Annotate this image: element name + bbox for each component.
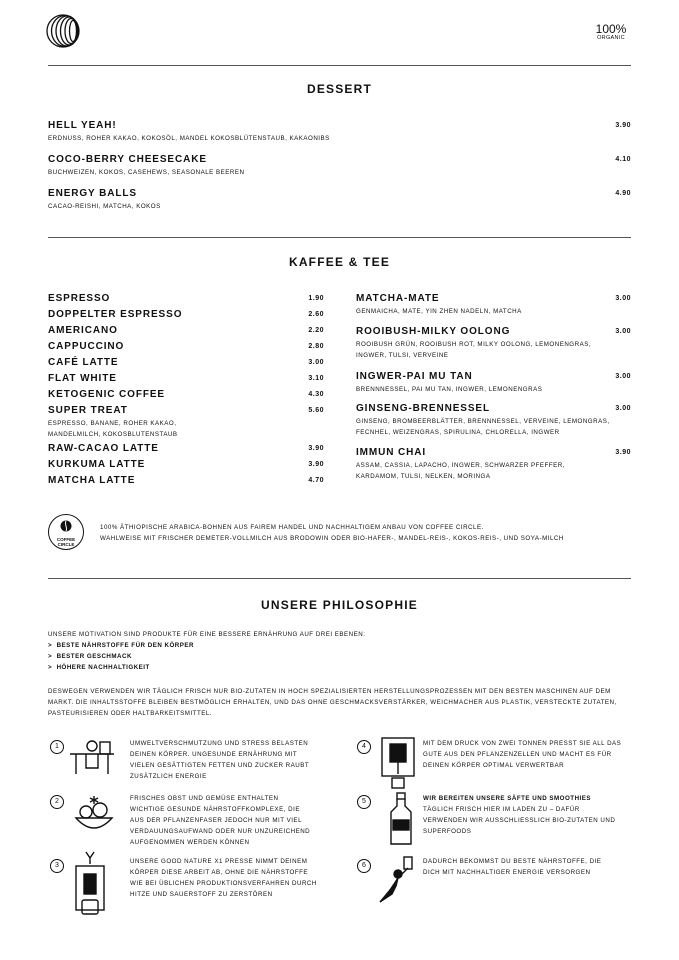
step-line: AUS DER PFLANZENFASER JEDOCH NUR MIT VIEL	[130, 817, 303, 824]
item-description: BUCHWEIZEN, KOKOS, CASEHEWS, SEASONALE BEEREN	[48, 169, 245, 176]
menu-item	[48, 120, 631, 144]
section-title-kaffee: KAFFEE & TEE	[288, 255, 391, 269]
item-description: CACAO-REISHI, MATCHA, KOKOS	[48, 203, 161, 210]
item-description: ROOIBUSH GRÜN, ROOIBUSH ROT, MILKY OOLONG, LEMONENGRAS, INGWER, TULSI, VERVEINE	[356, 341, 592, 359]
step-number: 1	[50, 740, 64, 754]
brand-logo	[46, 14, 80, 48]
item-name: GINSENG-BRENNESSEL	[356, 403, 490, 414]
item-name: KURKUMA LATTE	[48, 459, 146, 470]
item-price: 4.70	[308, 477, 324, 484]
item-name: MATCHA LATTE	[48, 475, 136, 486]
divider	[48, 65, 631, 66]
step-line: DEINEN KÖRPER OPTIMAL VERWERTBAR	[423, 762, 565, 769]
menu-item	[48, 154, 631, 178]
tea-list	[356, 293, 631, 483]
section-title-philosophie: UNSERE PHILOSOPHIE	[261, 598, 418, 612]
philosophie-paragraph-line: MARKT. DIE INHALTSSTOFFE BLEIBEN BESTMÖGLICH ERHALTEN, UND DAS OHNE GESCHMACKSVERSTÄRKER, WEICHMACHER AUS PLASTIK, VERSTECKTE ZUTATEN,	[48, 699, 617, 706]
step-number: 3	[50, 859, 64, 873]
menu-item	[48, 341, 324, 357]
step-line: AUFGENOMMEN WERDEN KÖNNEN	[130, 839, 250, 846]
menu-item	[48, 389, 324, 405]
step-number: 2	[50, 795, 64, 809]
item-price: 3.90	[615, 449, 631, 456]
item-name: RAW-CACAO LATTE	[48, 443, 159, 454]
bullet-text: HÖHERE NACHHALTIGKEIT	[56, 664, 150, 671]
step-line: WIE BEI ÜBLICHEN PRODUKTIONSVERFAHREN DURCH	[130, 880, 317, 887]
item-name: AMERICANO	[48, 325, 118, 336]
step-line: MIT DEM DRUCK VON ZWEI TONNEN PRESST SIE ALL DAS	[423, 740, 622, 747]
item-name: SUPER TREAT	[48, 405, 128, 416]
bullet-item: > BESTER GESCHMACK	[48, 653, 132, 660]
item-description: ASSAM, CASSIA, LAPACHO, INGWER, SCHWARZER PFEFFER, KARDAMOM, TULSI, NELKEN, MORINGA	[356, 462, 565, 480]
step-number: 5	[357, 795, 371, 809]
item-price: 2.20	[308, 327, 324, 334]
bullet-text: BESTER GESCHMACK	[56, 653, 132, 660]
divider	[48, 237, 631, 238]
step-line: WICHTIGE GESUNDE NÄHRSTOFFKOMPLEXE, DIE	[130, 806, 300, 813]
philosophie-paragraph-line: PASTEURISIEREN ODER HALTBARKEITSMITTEL.	[48, 710, 213, 717]
step-line: WIR BEREITEN UNSERE SÄFTE UND SMOOTHIES	[423, 795, 592, 802]
philosophie-paragraph-line: DESWEGEN VERWENDEN WIR TÄGLICH FRISCH NUR BIO-ZUTATEN IN HOCH SPEZIALISIERTEN HERSTELLUNGSPROZESSEN MIT DEN BESTEN MASCHINEN AUF DEM	[48, 688, 611, 695]
step-line: VERWENDEN WIR AUSSCHLIESSLICH BIO-ZUTATEN UND	[423, 817, 616, 824]
organic-badge	[591, 23, 631, 41]
step-line: SUPERFOODS	[423, 828, 472, 835]
menu-item	[48, 188, 631, 212]
coffee-list	[48, 293, 324, 491]
item-description: GENMAICHA, MATE, YIN ZHEN NADELN, MATCHA	[356, 308, 522, 315]
item-price: 1.90	[308, 295, 324, 302]
item-price: 3.00	[615, 295, 631, 302]
item-name: CAFÉ LATTE	[48, 357, 119, 368]
item-name: ESPRESSO	[48, 293, 111, 304]
item-name: ENERGY BALLS	[48, 188, 137, 199]
step-line: DADURCH BEKOMMST DU BESTE NÄHRSTOFFE, DIE	[423, 858, 602, 865]
divider	[48, 578, 631, 579]
superhero-illustration	[372, 856, 418, 904]
item-price: 4.30	[308, 391, 324, 398]
menu-item	[48, 293, 324, 309]
item-price: 3.90	[308, 461, 324, 468]
menu-item	[48, 405, 324, 443]
coffee-note-line-2: WAHLWEISE MIT FRISCHER DEMETER-VOLLMILCH AUS BRODOWIN ODER BIO-HAFER-, MANDEL-REIS-, KOKOS-REIS-, UND SOYA-MILCH	[100, 535, 564, 542]
step-line: KÖRPER DIESE ARBEIT AB, OHNE DIE NÄHRSTOFFE	[130, 869, 309, 876]
bullet-text: BESTE NÄHRSTOFFE FÜR DEN KÖRPER	[56, 642, 194, 649]
item-price: 3.10	[308, 375, 324, 382]
item-name: ROOIBUSH-MILKY OOLONG	[356, 326, 511, 337]
step-line: HITZE UND SAUERSTOFF ZU ZERSTÖREN	[130, 891, 273, 898]
menu-item	[356, 293, 631, 326]
organic-badge-percent: 100%	[595, 22, 627, 36]
step-line: UMWELTVERSCHMUTZUNG UND STRESS BELASTEN	[130, 740, 309, 747]
item-price: 3.00	[308, 359, 324, 366]
item-name: HELL YEAH!	[48, 120, 117, 131]
menu-item	[48, 357, 324, 373]
section-title-dessert: DESSERT	[306, 82, 373, 96]
step-text	[423, 738, 621, 771]
item-price: 3.00	[615, 405, 631, 412]
menu-item	[48, 443, 324, 459]
menu-item	[356, 447, 631, 483]
step-line: VERDAUUNGSAUFWAND ODER NUR UNZUREICHEND	[130, 828, 311, 835]
item-description: ERDNUSS, ROHER KAKAO, KOKOSÖL, MANDEL KOKOSBLÜTENSTAUB, KAKAONIBS	[48, 135, 330, 142]
step-text	[423, 856, 601, 878]
menu-item	[48, 373, 324, 389]
item-description: BRENNNESSEL, PAI MU TAN, INGWER, LEMONENGRAS	[356, 386, 543, 393]
step-line: FRISCHES OBST UND GEMÜSE ENTHALTEN	[130, 795, 279, 802]
coffee-circle-logo	[48, 514, 84, 550]
item-price: 4.10	[615, 156, 631, 163]
press-machine-illustration	[70, 850, 110, 920]
coffee-bean-icon	[60, 520, 72, 532]
menu-item	[356, 326, 631, 371]
menu-item	[48, 459, 324, 475]
item-name: DOPPELTER ESPRESSO	[48, 309, 183, 320]
item-name: IMMUN CHAI	[356, 447, 427, 458]
step-text	[130, 856, 317, 900]
coffee-circle-text: COFFEE CIRCLE	[56, 537, 76, 547]
bullet-item: > BESTE NÄHRSTOFFE FÜR DEN KÖRPER	[48, 642, 194, 649]
step-number: 6	[357, 859, 371, 873]
item-name: INGWER-PAI MU TAN	[356, 371, 473, 382]
item-price: 3.90	[615, 122, 631, 129]
item-price: 2.60	[308, 311, 324, 318]
press-juice-illustration	[378, 734, 418, 790]
step-line: DICH MIT NACHHALTIGER ENERGIE VERSORGEN	[423, 869, 591, 876]
organic-badge-label: ORGANIC	[597, 35, 625, 41]
step-line: TÄGLICH FRISCH HIER IM LADEN ZU – DAFÜR	[423, 806, 580, 813]
coffee-note-line-1: 100% ÄTHIOPISCHE ARABICA-BOHNEN AUS FAIREM HANDEL UND NACHHALTIGEM ANBAU VON COFFEE CIRCLE.	[100, 524, 484, 531]
step-line: GUTE AUS DEN PFLANZENZELLEN UND MACHT ES FÜR	[423, 751, 612, 758]
item-price: 3.00	[615, 373, 631, 380]
item-name: COCO-BERRY CHEESECAKE	[48, 154, 207, 165]
menu-item	[356, 403, 631, 447]
item-price: 3.90	[308, 445, 324, 452]
menu-item	[356, 371, 631, 403]
item-price: 5.60	[308, 407, 324, 414]
item-price: 3.00	[615, 328, 631, 335]
menu-item	[48, 309, 324, 325]
item-price: 2.80	[308, 343, 324, 350]
step-text	[423, 793, 615, 837]
item-name: FLAT WHITE	[48, 373, 117, 384]
item-description: GINSENG, BROMBEERBLÄTTER, BRENNNESSEL, VERVEINE, LEMONGRAS, FECNHEL, WEIZENGRAS, SPIRULINA, CHLORELLA, INGWER	[356, 418, 610, 436]
menu-item	[48, 475, 324, 491]
step-line: VIELEN GESÄTTIGTEN FETTEN UND ZUCKER RAUBT	[130, 762, 310, 769]
fruit-bowl-illustration	[72, 792, 116, 838]
step-line: DEINEN KÖRPER. UNGESUNDE ERNÄHRUNG MIT	[130, 751, 298, 758]
stress-illustration	[68, 738, 118, 776]
philosophie-intro: UNSERE MOTIVATION SIND PRODUKTE FÜR EINE BESSERE ERNÄHRUNG AUF DREI EBENEN:	[48, 631, 366, 638]
item-name: CAPPUCCINO	[48, 341, 125, 352]
step-line: UNSERE GOOD NATURE X1 PRESSE NIMMT DEINEM	[130, 858, 308, 865]
item-price: 4.90	[615, 190, 631, 197]
item-name: KETOGENIC COFFEE	[48, 389, 166, 400]
step-text	[130, 738, 309, 782]
menu-item	[48, 325, 324, 341]
step-number: 4	[357, 740, 371, 754]
step-text	[130, 793, 310, 848]
juice-bottle-illustration	[388, 792, 414, 846]
bullet-item: > HÖHERE NACHHALTIGKEIT	[48, 664, 150, 671]
item-name: MATCHA-MATE	[356, 293, 440, 304]
step-line: ZUSÄTZLICH ENERGIE	[130, 773, 207, 780]
item-description: ESPRESSO, BANANE, ROHER KAKAO, MANDELMILCH, KOKOSBLUTENSTAUB	[48, 420, 178, 438]
